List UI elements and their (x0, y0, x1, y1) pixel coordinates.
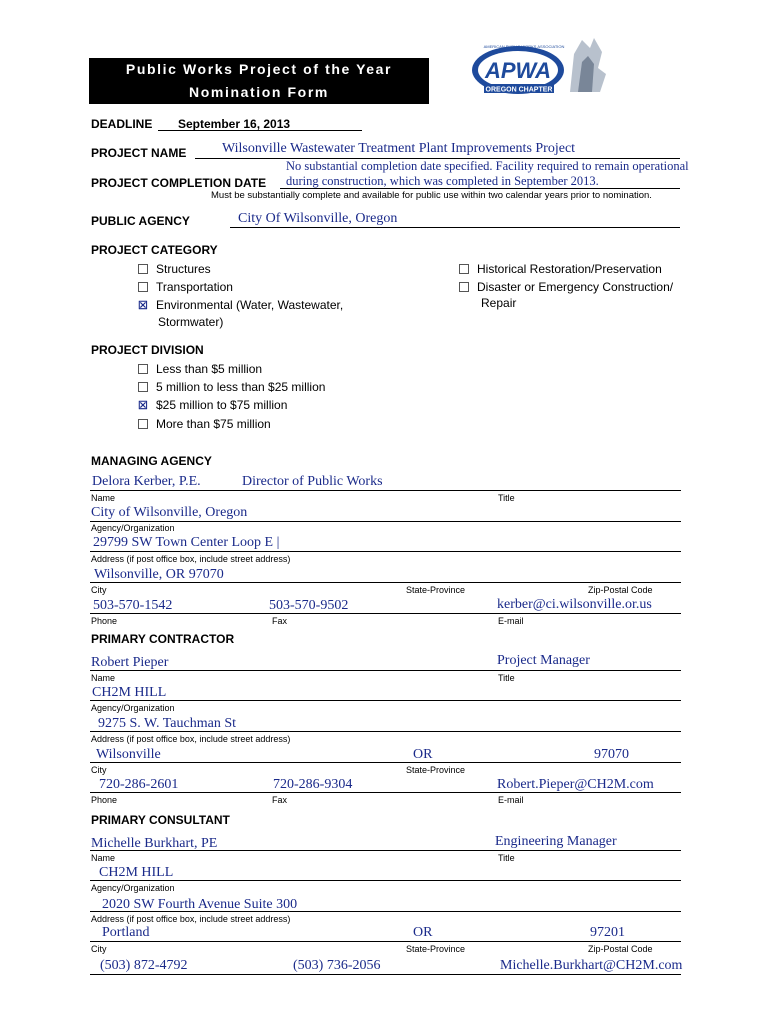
deadline-value: September 16, 2013 (178, 117, 291, 131)
name-caption: Name (91, 493, 116, 503)
project-category-label: PROJECT CATEGORY (91, 243, 218, 257)
logo-top-text: AMERICAN PUBLIC WORKS ASSOCIATION (483, 44, 565, 49)
category-disaster[interactable] (459, 280, 673, 294)
phone-caption-2: Phone (91, 795, 118, 805)
consultant-city-line (90, 941, 681, 942)
phone-caption: Phone (91, 616, 118, 626)
division-option-2-label: 5 million to less than $25 million (156, 380, 326, 394)
address-caption-3: Address (if post office box, include street address) (91, 914, 291, 924)
consultant-agency-line (90, 880, 681, 881)
division-option-2[interactable] (138, 380, 325, 394)
agency-caption: Agency/Organization (91, 523, 175, 533)
zip-caption-2: Zip-Postal Code (588, 944, 653, 954)
consultant-agency-field[interactable]: CH2M HILL (99, 865, 174, 880)
fax-caption-2: Fax (272, 795, 288, 805)
apwa-logo (470, 34, 610, 98)
title-caption-2: Title (498, 673, 515, 683)
contractor-address-field[interactable]: 9275 S. W. Tauchman St (98, 716, 236, 731)
checkbox-icon[interactable] (138, 382, 148, 392)
checked-box-icon[interactable]: ☒ (138, 400, 148, 412)
completion-date-label: PROJECT COMPLETION DATE (91, 176, 267, 190)
contractor-city-field[interactable]: Wilsonville (96, 747, 161, 762)
category-structures-label: Structures (156, 262, 211, 276)
consultant-email-field[interactable]: Michelle.Burkhart@CH2M.com (500, 958, 683, 973)
city-caption: City (91, 585, 107, 595)
division-option-4[interactable] (138, 417, 271, 431)
name-caption-2: Name (91, 673, 116, 683)
city-caption-2: City (91, 765, 107, 775)
category-structures[interactable] (138, 262, 211, 276)
checkbox-icon[interactable] (138, 282, 148, 292)
category-historical-label: Historical Restoration/Preservation (477, 262, 662, 276)
title-caption-3: Title (498, 853, 515, 863)
managing-agency-label: MANAGING AGENCY (91, 454, 212, 468)
project-name-field[interactable]: Wilsonville Wastewater Treatment Plant Improvements Project (222, 141, 576, 156)
zip-caption: Zip-Postal Code (588, 585, 653, 595)
agency-caption-3: Agency/Organization (91, 883, 175, 893)
address-caption-2: Address (if post office box, include street address) (91, 734, 291, 744)
managing-fax-field[interactable]: 503-570-9502 (269, 598, 349, 613)
contractor-title-field[interactable]: Project Manager (497, 653, 590, 668)
division-option-4-label: More than $75 million (156, 417, 271, 431)
agency-caption-2: Agency/Organization (91, 703, 175, 713)
contractor-name-field[interactable]: Robert Pieper (91, 655, 169, 670)
managing-address-field[interactable]: 29799 SW Town Center Loop E | (93, 535, 280, 550)
managing-city-field[interactable]: Wilsonville, OR 97070 (94, 567, 224, 582)
managing-title-field[interactable]: Director of Public Works (242, 474, 383, 489)
state-caption-3: State-Province (406, 944, 466, 954)
fax-caption: Fax (272, 616, 288, 626)
contractor-phone-line (90, 792, 681, 793)
consultant-title-field[interactable]: Engineering Manager (495, 834, 617, 849)
primary-consultant-label: PRIMARY CONSULTANT (91, 813, 230, 827)
managing-agency-field[interactable]: City of Wilsonville, Oregon (91, 505, 248, 520)
managing-address-line (90, 551, 681, 552)
category-transportation[interactable] (138, 280, 233, 294)
contractor-address-line (90, 731, 681, 732)
contractor-agency-line (90, 700, 681, 701)
division-option-3[interactable] (138, 398, 287, 412)
email-caption-2: E-mail (498, 795, 524, 805)
consultant-name-field[interactable]: Michelle Burkhart, PE (91, 836, 218, 851)
category-disaster-label: Disaster or Emergency Construction/ (477, 280, 674, 294)
category-transportation-label: Transportation (156, 280, 233, 294)
category-disaster-label-2: Repair (481, 296, 517, 310)
contractor-name-line (90, 670, 681, 671)
consultant-fax-field[interactable]: (503) 736-2056 (293, 958, 381, 973)
managing-phone-line (90, 613, 681, 614)
state-caption: State-Province (406, 585, 466, 595)
consultant-address-field[interactable]: 2020 SW Fourth Avenue Suite 300 (102, 897, 298, 912)
contractor-email-field[interactable]: Robert.Pieper@CH2M.com (497, 777, 654, 792)
managing-agency-line (90, 521, 681, 522)
project-division-label: PROJECT DIVISION (91, 343, 204, 357)
checkbox-icon[interactable] (138, 264, 148, 274)
managing-phone-field[interactable]: 503-570-1542 (93, 598, 173, 613)
category-environmental-label-2: Stormwater) (158, 315, 224, 329)
deadline-label: DEADLINE (91, 117, 153, 131)
form-title-box (89, 58, 429, 104)
address-caption: Address (if post office box, include street address) (91, 554, 291, 564)
consultant-address-line (90, 911, 681, 912)
form-subtitle: Nomination Form (189, 84, 329, 100)
checkbox-icon[interactable] (138, 419, 148, 429)
category-environmental[interactable] (138, 298, 343, 312)
consultant-phone-field[interactable]: (503) 872-4792 (100, 958, 188, 973)
title-caption: Title (498, 493, 515, 503)
consultant-phone-line (90, 974, 681, 975)
public-agency-label: PUBLIC AGENCY (91, 214, 190, 228)
managing-email-field[interactable]: kerber@ci.wilsonville.or.us (497, 597, 652, 612)
checkbox-icon[interactable] (459, 264, 469, 274)
state-caption-2: State-Province (406, 765, 466, 775)
completion-date-line2[interactable]: during construction, which was completed in September 2013. (286, 174, 599, 188)
form-title: Public Works Project of the Year (125, 61, 393, 77)
contractor-phone-field[interactable]: 720-286-2601 (99, 777, 179, 792)
contractor-fax-field[interactable]: 720-286-9304 (273, 777, 353, 792)
project-name-label: PROJECT NAME (91, 146, 187, 160)
category-environmental-label: Environmental (Water, Wastewater, (156, 298, 344, 312)
public-agency-underline (230, 227, 680, 228)
division-option-3-label: $25 million to $75 million (156, 398, 288, 412)
checkbox-icon[interactable] (459, 282, 469, 292)
division-option-1-label: Less than $5 million (156, 362, 263, 376)
checked-box-icon[interactable]: ☒ (138, 300, 148, 312)
managing-name-field[interactable]: Delora Kerber, P.E. (92, 474, 201, 489)
city-caption-3: City (91, 944, 107, 954)
contractor-state-field[interactable]: OR (413, 747, 433, 762)
consultant-name-line (90, 850, 681, 851)
primary-contractor-label: PRIMARY CONTRACTOR (91, 632, 235, 646)
division-option-1[interactable] (138, 362, 262, 376)
logo-text: APWA (485, 58, 551, 83)
checkbox-icon[interactable] (138, 364, 148, 374)
consultant-city-field[interactable]: Portland (102, 925, 150, 940)
contractor-agency-field[interactable]: CH2M HILL (92, 685, 167, 700)
category-historical[interactable] (459, 262, 662, 276)
managing-city-line (90, 582, 681, 583)
public-agency-field[interactable]: City Of Wilsonville, Oregon (238, 211, 398, 226)
completion-date-line1[interactable]: No substantial completion date specified. Facility required to remain operational (286, 159, 689, 173)
email-caption: E-mail (498, 616, 524, 626)
name-caption-3: Name (91, 853, 116, 863)
consultant-zip-field[interactable]: 97201 (590, 925, 625, 940)
consultant-state-field[interactable]: OR (413, 925, 433, 940)
logo-subtext: OREGON CHAPTER (485, 86, 553, 94)
managing-name-line (90, 490, 681, 491)
contractor-city-line (90, 762, 681, 763)
completion-note: Must be substantially complete and available for public use within two calendar years prior to nomination. (211, 190, 652, 201)
contractor-zip-field[interactable]: 97070 (594, 747, 629, 762)
